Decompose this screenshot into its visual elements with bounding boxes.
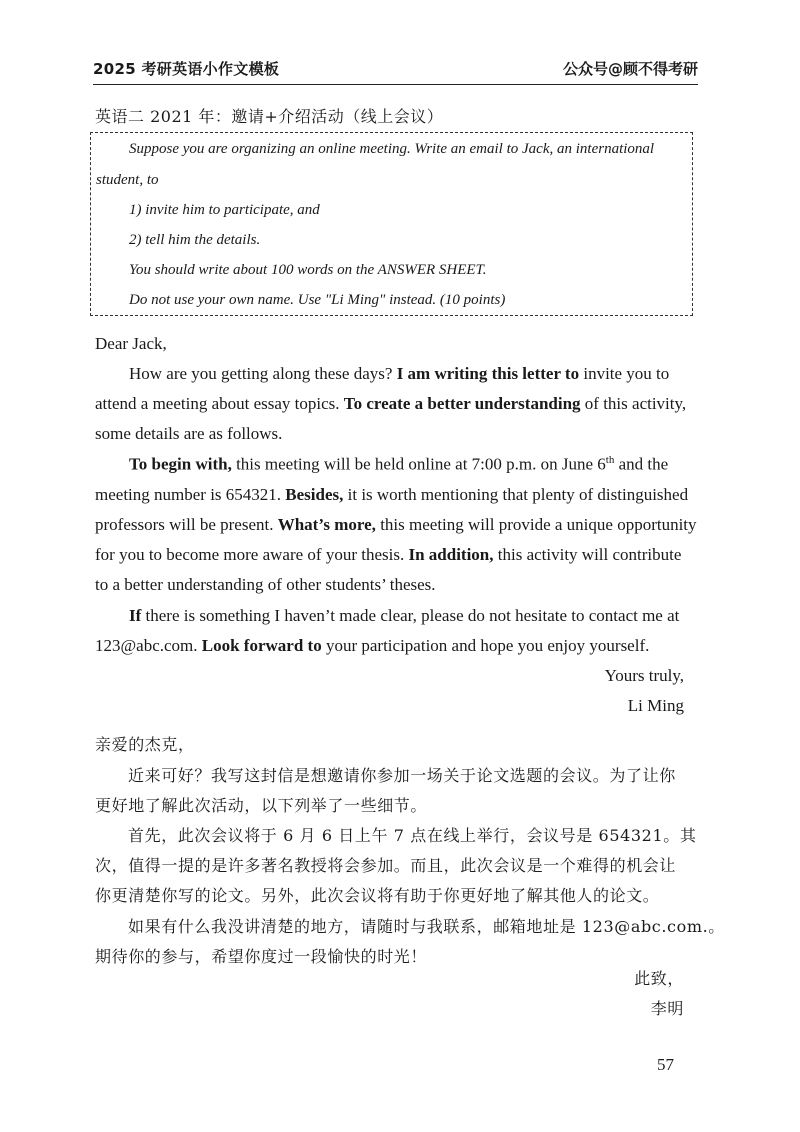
letter-greeting: Dear Jack, [95,334,167,353]
email-address: 123@abc.com. [95,636,202,655]
cn-line-2: 更好地了解此次活动，以下列举了一些细节。 [95,796,428,815]
bold-phrase: I am writing this letter to [396,364,580,383]
text-run: for you to become more aware of your thesis. [95,545,409,564]
cn-closing: 此致， [634,969,684,988]
prompt-line-6: Do not use your own name. Use "Li Ming" instead. (10 points) [129,292,506,308]
bold-phrase: To begin with, [129,454,232,474]
cn-line-4: 次，值得一提的是许多著名教授将会参加。而且，此次会议是一个难得的机会让 [95,856,677,875]
prompt-line-4: 2) tell him the details. [129,232,261,248]
letter-signature: Li Ming [627,696,684,715]
text-run: to a better understanding of other students’ theses. [95,575,436,594]
cn-line-3: 首先，此次会议将于 6 月 6 日上午 7 点在线上举行，会议号是 654321。其 [128,826,697,845]
header-book-title: 2025 考研英语小作文模板 [93,60,280,78]
prompt-line-5: You should write about 100 words on the ANSWER SHEET. [129,262,487,278]
text-run: there is something I haven’t made clear, please do not hesitate to contact me at [141,606,680,625]
letter-p3-line-1 [129,606,679,626]
prompt-line-3: 1) invite him to participate, and [129,202,320,218]
prompt-line-2: student, to [96,172,159,188]
letter-p2-line-5 [95,575,436,595]
letter-p2-line-1 [129,454,668,475]
header-account-name: 公众号@顾不得考研 [562,60,698,78]
cn-line-6: 如果有什么我没讲清楚的地方，请随时与我联系，邮箱地址是 123@abc.com.。 [128,917,725,936]
bold-phrase: What’s more, [277,515,376,534]
letter-p1-line-1 [129,364,669,384]
text-run: this meeting will be held online at 7:00 p.m. on June 6 [231,454,606,474]
section-title: 英语二 2021 年：邀请+介绍活动（线上会议） [95,107,444,126]
prompt-line-1: Suppose you are organizing an online meeting. Write an email to Jack, an international [129,141,655,157]
page-header [93,52,698,85]
text-run: your participation and hope you enjoy yourself. [321,636,650,655]
text-run: it is worth mentioning that plenty of distinguished [343,485,689,504]
bold-phrase: Look forward to [201,636,322,655]
text-run: and the [614,454,669,474]
letter-p1-line-3 [95,424,282,444]
text-run: meeting number is 654321. [95,485,286,504]
text-run: attend a meeting about essay topics. [95,394,344,413]
text-run: this meeting will provide a unique opportunity [375,515,697,534]
cn-signature: 李明 [650,999,684,1018]
letter-p2-line-2 [95,485,688,505]
bold-phrase: In addition, [408,545,494,564]
letter-closing: Yours truly, [604,666,684,685]
text-run: invite you to [579,364,670,383]
cn-line-1: 近来可好？我写这封信是想邀请你参加一场关于论文选题的会议。为了让你 [128,766,676,785]
letter-p1-line-2 [95,394,686,414]
bold-phrase: Besides, [285,485,344,504]
page-number: 57 [657,1055,674,1074]
cn-line-5: 你更清楚你写的论文。另外，此次会议将有助于你更好地了解其他人的论文。 [95,886,660,905]
text-run: How are you getting along these days? [129,364,397,383]
text-run: some details are as follows. [95,424,283,443]
bold-phrase: To create a better understanding [343,394,581,413]
prompt-box [90,132,693,316]
letter-p2-line-3 [95,515,697,535]
text-run: of this activity, [580,394,687,413]
text-run: professors will be present. [95,515,278,534]
bold-phrase: If [129,606,142,625]
letter-p3-line-2 [95,636,649,656]
cn-line-7: 期待你的参与，希望你度过一段愉快的时光！ [95,947,428,966]
cn-greeting: 亲爱的杰克， [95,735,195,754]
text-run: this activity will contribute [493,545,682,564]
superscript: th [605,454,615,466]
letter-p2-line-4 [95,545,681,565]
